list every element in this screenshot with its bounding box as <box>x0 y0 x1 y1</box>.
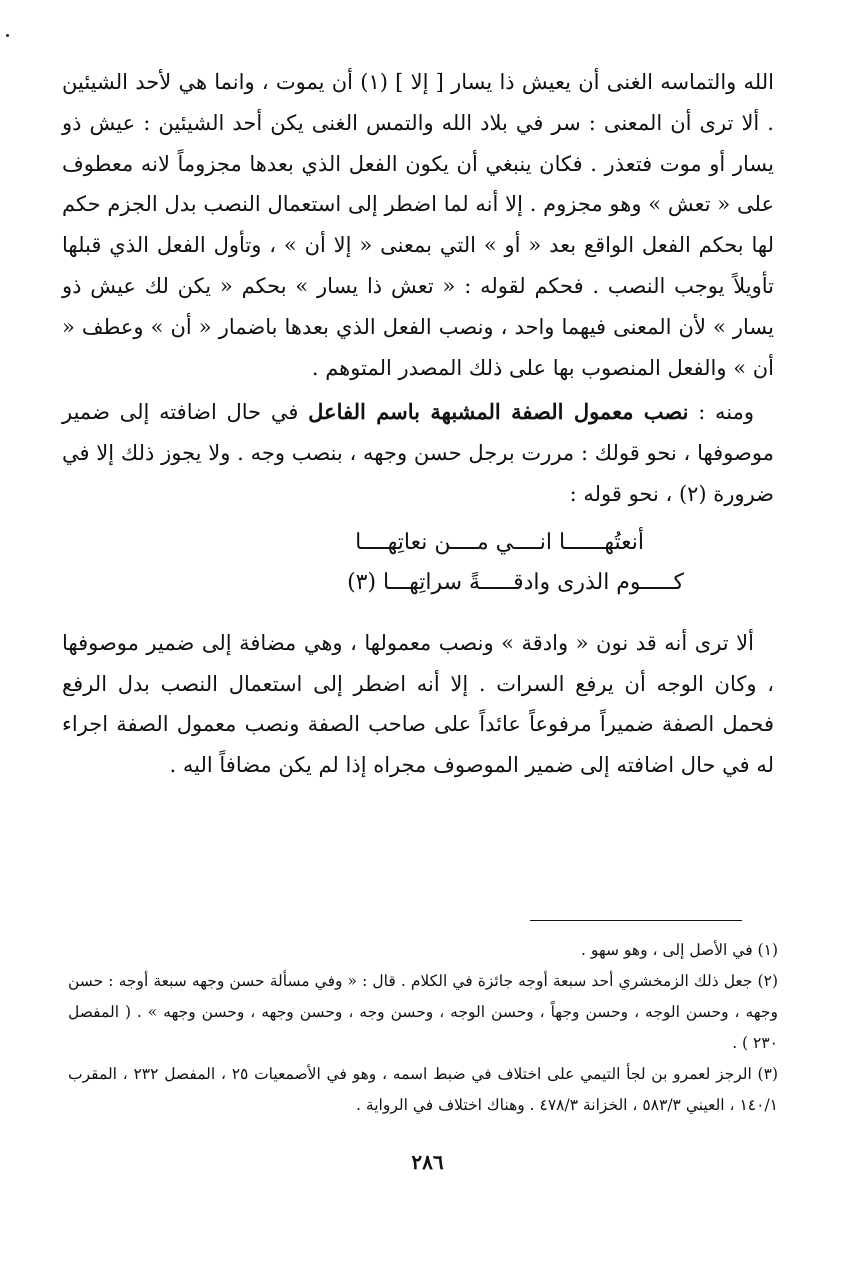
footnote-divider <box>530 920 742 921</box>
footnote-3: (٣) الرجز لعمرو بن لجأ التيمي على اختلاف في ضبط اسمه ، وهو في الأصمعيات ٢٥ ، المفصل ٢٣٢ ، المقرب ١٤٠/١ ، العيني ٥٨٣/٣ ، الخزانة ٤٧٨/٣ . وهناك اختلاف في الرواية . <box>68 1065 778 1114</box>
footnote-1: (١) في الأصل إلى ، وهو سهو . <box>581 941 778 959</box>
footnote-2: (٢) جعل ذلك الزمخشري أحد سبعة أوجه جائزة في الكلام . قال : « وفي مسألة حسن وجهه سبعة أوجه : حسن وجهه ، وحسن الوجه ، وحسن وجهاً ، وحسن الوجه ، وحسن وجه ، وحسن وجهه ، وحسن وجهه » . ( المفصل ٢٣٠ ) . <box>68 972 778 1052</box>
paragraph-2 <box>62 392 774 514</box>
paragraph-2-heading: نصب معمول الصفة المشبهة باسم الفاعل <box>308 399 689 425</box>
footnotes <box>68 935 778 1121</box>
paragraph-2-body: في حال اضافته إلى ضمير موصوفها ، نحو قولك : مررت برجل حسن وجهه ، بنصب وجه . ولا يجوز ذلك إلا في ضرورة (٢) ، نحو قوله : <box>62 400 774 506</box>
verse-line-2: كـــــوم الذرى وادقـــــةً سراتِهـــا (٣) <box>347 569 684 595</box>
paragraph-1: الله والتماسه الغنى أن يعيش ذا يسار [ إلا ] (١) أن يموت ، وانما هي لأحد الشيئين . ألا ترى أن المعنى : سر في بلاد الله والتمس الغنى يكن أحد الشيئين : عيش ذو يسار أو موت فتعذر . فكان ينبغي أن يكون الفعل الذي بعدها مجزوماً لانه معطوف على « تعش » وهو مجزوم . إلا أنه لما اضطر إلى استعمال النصب بدل الجزم حكم لها بحكم الفعل الواقع بعد « أو » التي بمعنى « إلا أن » ، وتأول الفعل الذي قبلها تأويلاً يوجب النصب . فحكم لقوله : « تعش ذا يسار » بحكم « يكن لك عيش ذو يسار » لأن المعنى فيهما واحد ، ونصب الفعل الذي بعدها باضمار « أن » وعطف « أن » والفعل المنصوب بها على ذلك المصدر المتوهم . <box>62 70 774 380</box>
page-number: ٢٨٦ <box>411 1150 444 1174</box>
paragraph-3: ألا ترى أنه قد نون « وادقة » ونصب معمولها ، وهي مضافة إلى ضمير موصوفها ، وكان الوجه أن يرفع السرات . إلا أنه اضطر إلى استعمال النصب بدل الرفع فحمل الصفة ضميراً مرفوعاً عائداً على صاحب الصفة ونصب معمول الصفة اجراء له في حال اضافته إلى ضمير الموصوف مجراه إذا لم يكن مضافاً اليه . <box>62 630 774 778</box>
verse-line-1: أنعتُهــــــا انــــي مــــن نعاتِهــــا <box>355 529 644 555</box>
scan-speck <box>6 34 9 37</box>
paragraph-2-lead: ومنه : <box>688 400 754 425</box>
main-text <box>62 62 774 786</box>
verse-block <box>62 523 774 603</box>
